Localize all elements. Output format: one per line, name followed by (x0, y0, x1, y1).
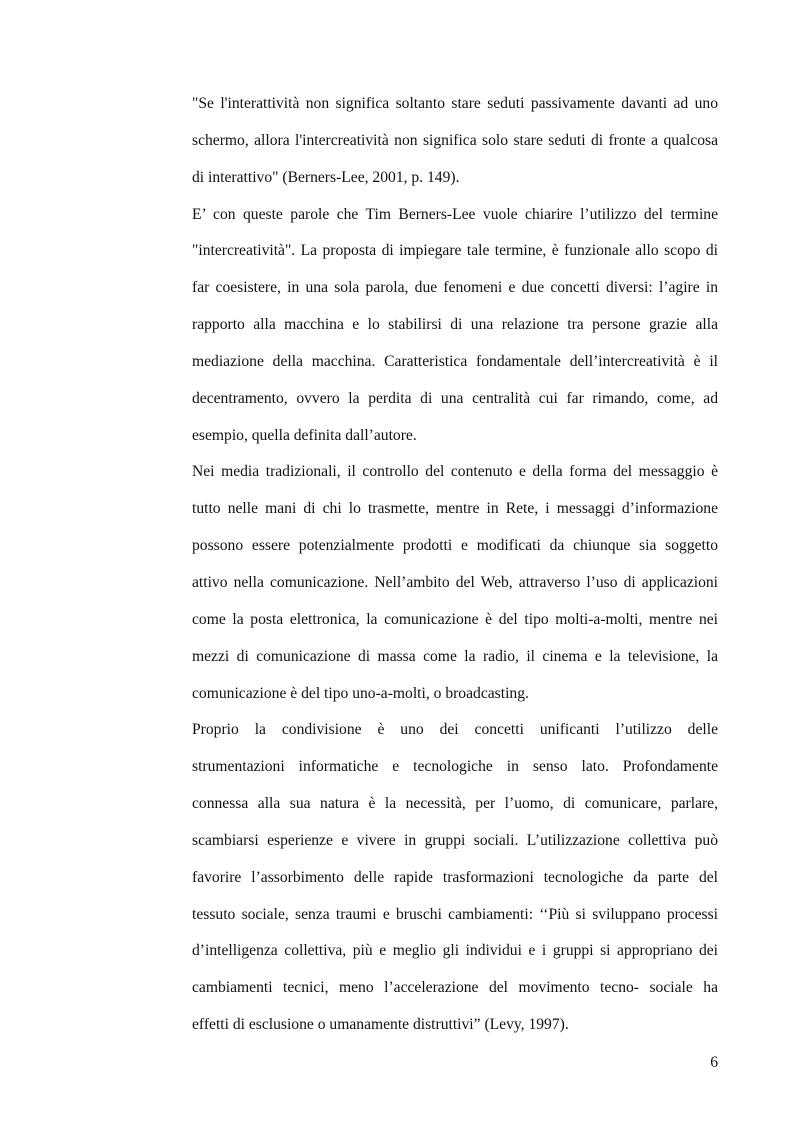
text-line: di interattivo" (Berners-Lee, 2001, p. 149). (192, 168, 460, 186)
text-line: cambiamenti tecnici, meno l’accelerazione del movimento tecno- sociale ha (192, 979, 718, 997)
text-line: tutto nelle mani di chi lo trasmette, mentre in Rete, i messaggi d’informazione (192, 500, 718, 518)
text-line: Proprio la condivisione è uno dei concetti unificanti l’utilizzo delle (192, 721, 718, 739)
text-line: attivo nella comunicazione. Nell’ambito del Web, attraverso l’uso di applicazioni (192, 573, 718, 591)
body-text (192, 91, 718, 1049)
text-line: scambiarsi esperienze e vivere in gruppi sociali. L’utilizzazione collettiva può (192, 831, 718, 849)
text-line: d’intelligenza collettiva, più e meglio gli individui e i gruppi si appropriano dei (192, 942, 718, 960)
text-line: mediazione della macchina. Caratteristica fondamentale dell’intercreatività è il (192, 352, 718, 370)
text-line: decentramento, ovvero la perdita di una centralità cui far rimando, come, ad (192, 389, 718, 407)
paragraph (192, 717, 718, 1049)
text-line: far coesistere, in una sola parola, due fenomeni e due concetti diversi: l’agire in (192, 279, 718, 297)
text-line: mezzi di comunicazione di massa come la radio, il cinema e la televisione, la (192, 647, 718, 665)
text-line: tessuto sociale, senza traumi e bruschi cambiamenti: ‘‘Più si sviluppano processi (192, 905, 718, 923)
paragraph (192, 459, 718, 717)
text-line: esempio, quella definita dall’autore. (192, 426, 417, 444)
text-line: rapporto alla macchina e lo stabilirsi di una relazione tra persone grazie alla (192, 316, 718, 334)
text-line: E’ con queste parole che Tim Berners-Lee vuole chiarire l’utilizzo del termine (192, 205, 718, 223)
paragraph (192, 91, 718, 202)
page-number: 6 (710, 1054, 718, 1071)
text-line: come la posta elettronica, la comunicazione è del tipo molti-a-molti, mentre nei (192, 610, 718, 628)
text-line: possono essere potenzialmente prodotti e modificati da chiunque sia soggetto (192, 537, 718, 555)
text-line: effetti di esclusione o umanamente distruttivi” (Levy, 1997). (192, 1016, 569, 1034)
text-line: strumentazioni informatiche e tecnologiche in senso lato. Profondamente (192, 758, 718, 776)
text-line: favorire l’assorbimento delle rapide trasformazioni tecnologiche da parte del (192, 868, 718, 886)
text-line: "intercreatività". La proposta di impiegare tale termine, è funzionale allo scopo di (192, 242, 718, 260)
text-line: connessa alla sua natura è la necessità, per l’uomo, di comunicare, parlare, (192, 795, 718, 813)
text-line: schermo, allora l'intercreatività non significa solo stare seduti di fronte a qualcosa (192, 131, 718, 149)
paragraph (192, 202, 718, 460)
text-line: comunicazione è del tipo uno-a-molti, o broadcasting. (192, 684, 529, 702)
text-line: Nei media tradizionali, il controllo del contenuto e della forma del messaggio è (192, 463, 718, 481)
text-line: "Se l'interattività non significa soltanto stare seduti passivamente davanti ad uno (192, 95, 718, 112)
